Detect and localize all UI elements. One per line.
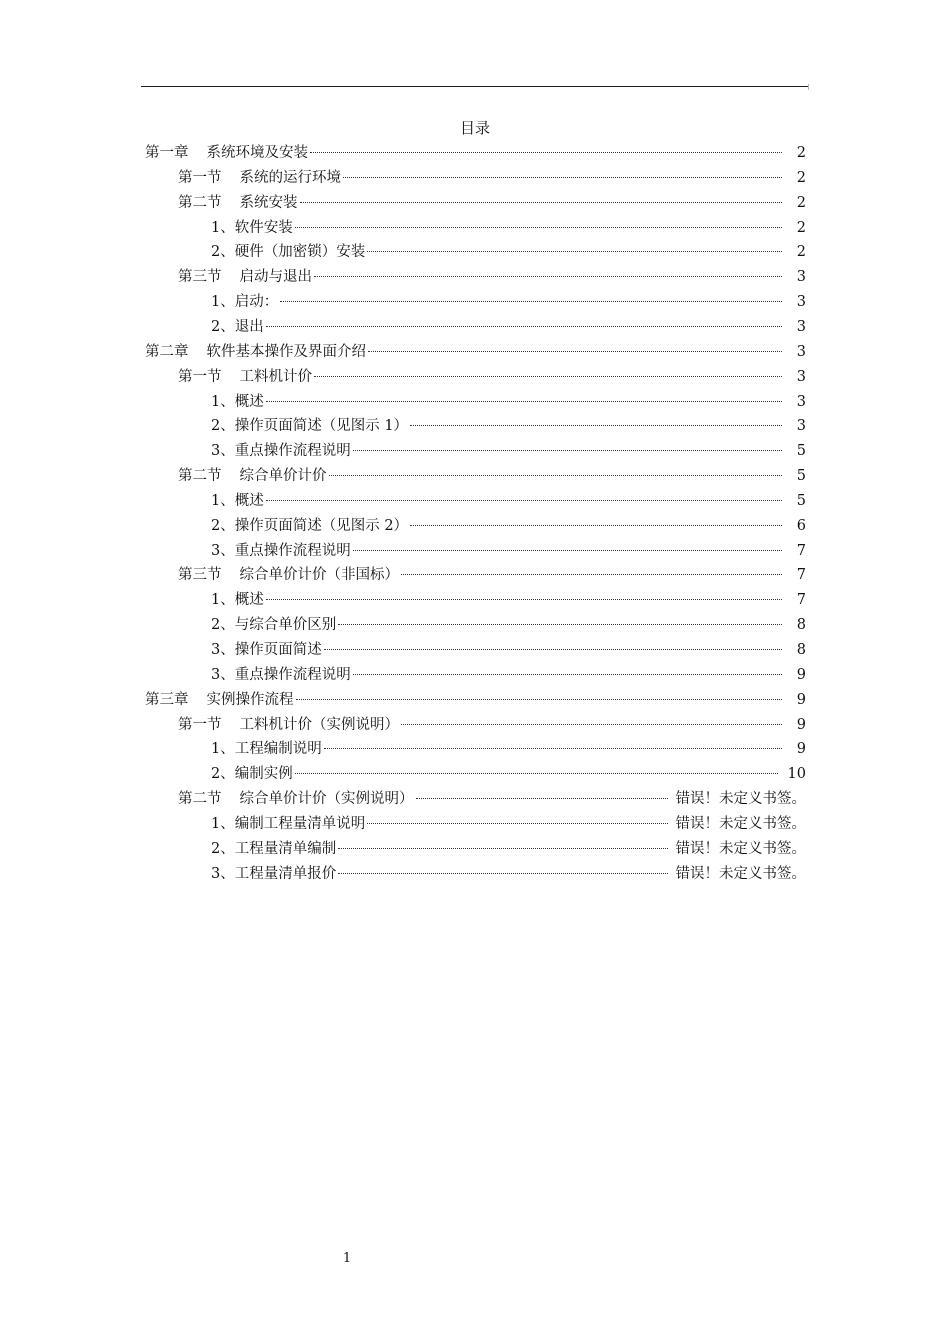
toc-entry[interactable] (178, 465, 806, 487)
toc-dot-leader (338, 623, 782, 625)
toc-entry-number: 第一节 (178, 169, 222, 186)
toc-entry[interactable] (211, 540, 806, 562)
toc-entry-label: 2、编制实例 (211, 766, 293, 783)
toc-entry-label: 1、概述 (211, 592, 264, 609)
toc-entry[interactable] (211, 440, 806, 462)
toc-entry-page: 3 (796, 318, 806, 335)
toc-entry[interactable] (178, 714, 806, 736)
toc-entry[interactable] (211, 515, 806, 537)
toc-entry[interactable] (178, 366, 806, 388)
toc-dot-leader (295, 226, 782, 228)
toc-entry-label: 系统环境及安装 (206, 145, 308, 161)
toc-entry-label: 1、编制工程量清单说明 (211, 815, 366, 832)
toc-entry-label: 3、操作页面简述 (211, 642, 322, 658)
toc-entry-number: 第二章 (145, 343, 189, 360)
toc-dot-leader (310, 151, 782, 153)
toc-entry[interactable] (211, 838, 806, 860)
toc-entry-label: 3、重点操作流程说明 (211, 443, 351, 460)
header-corner-mark (808, 84, 809, 90)
toc-entry-page: 9 (796, 716, 806, 733)
toc-entry-page: 3 (796, 418, 806, 435)
toc-dot-leader (324, 648, 782, 650)
toc-entry-page: 5 (796, 492, 806, 509)
toc-entry-number: 第三节 (178, 567, 222, 584)
toc-entry-page: 2 (796, 145, 806, 161)
toc-entry-label: 1、概述 (211, 393, 264, 410)
toc-entry-page: 7 (796, 567, 806, 584)
toc-dot-leader (367, 822, 667, 824)
toc-entry-label: 2、硬件（加密锁）安装 (211, 244, 366, 261)
page-number: 1 (342, 1251, 352, 1266)
toc-entry-page: 错误！未定义书签。 (675, 865, 806, 882)
toc-entry[interactable] (145, 341, 806, 363)
toc-entry[interactable] (211, 241, 806, 263)
toc-dot-leader (353, 449, 782, 451)
toc-entry-label: 2、工程量清单编制 (211, 840, 337, 857)
toc-entry[interactable] (211, 291, 806, 313)
toc-entry[interactable] (211, 813, 806, 835)
toc-entry[interactable] (211, 763, 806, 785)
toc-entry-page: 3 (796, 393, 806, 410)
toc-entry-label: 综合单价计价（非国标） (239, 567, 399, 584)
toc-entry-page: 9 (796, 691, 806, 708)
toc-entry-number: 第三章 (145, 691, 189, 708)
toc-entry[interactable] (211, 316, 806, 338)
toc-entry-page: 5 (796, 468, 806, 485)
toc-entry-label: 软件基本操作及界面介绍 (206, 343, 366, 360)
toc-entry-label: 1、工程编制说明 (211, 741, 322, 758)
toc-entry-label: 2、退出 (211, 318, 264, 335)
toc-entry-page: 9 (796, 666, 806, 683)
toc-dot-leader (338, 872, 667, 874)
toc-entry[interactable] (178, 266, 806, 288)
toc-entry-label: 3、工程量清单报价 (211, 865, 337, 882)
toc-dot-leader (280, 300, 782, 302)
toc-dot-leader (300, 201, 783, 203)
toc-entry[interactable] (211, 738, 806, 760)
toc-entry[interactable] (178, 192, 806, 214)
toc-entry[interactable] (211, 217, 806, 239)
toc-entry-label: 启动与退出 (239, 269, 312, 286)
toc-entry-page: 错误！未定义书签。 (675, 815, 806, 832)
toc-entry-page: 错误！未定义书签。 (675, 840, 806, 857)
toc-entry-page: 6 (796, 517, 806, 534)
toc-entry-page: 5 (796, 443, 806, 460)
toc-entry-label: 工料机计价（实例说明） (239, 716, 399, 733)
toc-entry-number: 第一章 (145, 145, 189, 161)
toc-entry-label: 2、操作页面简述（见图示 1） (211, 418, 409, 435)
toc-dot-leader (401, 723, 782, 725)
toc-entry[interactable] (211, 391, 806, 413)
toc-dot-leader (367, 250, 782, 252)
toc-entry-page: 2 (796, 169, 806, 186)
toc-entry[interactable] (211, 639, 806, 661)
toc-entry[interactable] (178, 788, 806, 810)
toc-entry-number: 第二节 (178, 468, 222, 485)
toc-entry-label: 系统安装 (239, 194, 298, 211)
toc-dot-leader (266, 325, 782, 327)
toc-entry-page: 10 (787, 766, 806, 783)
toc-dot-leader (401, 573, 782, 575)
toc-entry[interactable] (145, 689, 806, 711)
header-rule (141, 86, 808, 87)
toc-dot-leader (266, 598, 782, 600)
toc-title: 目录 (459, 119, 490, 137)
toc-entry-page: 3 (796, 294, 806, 311)
toc-entry-label: 系统的运行环境 (239, 169, 341, 186)
toc-entry[interactable] (211, 614, 806, 636)
toc-entry-label: 1、软件安装 (211, 219, 293, 236)
toc-dot-leader (368, 350, 782, 352)
toc-entry[interactable] (211, 664, 806, 686)
toc-dot-leader (296, 698, 783, 700)
toc-entry[interactable] (178, 564, 806, 586)
toc-entry-number: 第一节 (178, 716, 222, 733)
toc-entry-number: 第二节 (178, 791, 222, 808)
toc-dot-leader (338, 847, 667, 849)
toc-dot-leader (353, 549, 782, 551)
toc-entry-label: 2、与综合单价区别 (211, 617, 337, 634)
toc-entry[interactable] (178, 167, 806, 189)
toc-entry-page: 3 (796, 269, 806, 286)
toc-entry-number: 第三节 (178, 269, 222, 286)
toc-entry-page: 2 (796, 219, 806, 236)
toc-dot-leader (266, 400, 782, 402)
toc-entry-label: 实例操作流程 (206, 691, 294, 708)
toc-entry-number: 第二节 (178, 194, 222, 211)
toc-entry-page: 8 (796, 642, 806, 658)
toc-dot-leader (266, 499, 782, 501)
toc-entry[interactable] (211, 490, 806, 512)
toc-entry-label: 工料机计价 (239, 368, 312, 385)
toc-entry-page: 7 (796, 592, 806, 609)
toc-entry-label: 综合单价计价（实例说明） (239, 791, 414, 808)
toc-entry-page: 2 (796, 194, 806, 211)
toc-entry[interactable] (211, 415, 806, 437)
toc-entry-label: 3、重点操作流程说明 (211, 542, 351, 559)
toc-dot-leader (324, 747, 782, 749)
toc-entry-label: 1、启动： (211, 294, 279, 311)
toc-dot-leader (329, 474, 783, 476)
toc-dot-leader (353, 673, 782, 675)
toc-dot-leader (410, 424, 782, 426)
toc-entry-label: 综合单价计价 (239, 468, 327, 485)
toc-dot-leader (314, 375, 782, 377)
toc-entry-page: 3 (796, 343, 806, 360)
toc-dot-leader (314, 275, 782, 277)
toc-entry[interactable] (211, 863, 806, 885)
toc-dot-leader (410, 524, 782, 526)
toc-entry-number: 第一节 (178, 368, 222, 385)
toc-entry-page: 8 (796, 617, 806, 634)
toc-entry-page: 2 (796, 244, 806, 261)
toc-entry-page: 3 (796, 368, 806, 385)
toc-dot-leader (416, 797, 668, 799)
toc-entry-label: 1、概述 (211, 492, 264, 509)
toc-entry-label: 2、操作页面简述（见图示 2） (211, 517, 409, 534)
toc-entry-label: 3、重点操作流程说明 (211, 666, 351, 683)
toc-entry[interactable] (211, 589, 806, 611)
toc-dot-leader (343, 176, 782, 178)
toc-entry-page: 错误！未定义书签。 (675, 791, 806, 808)
toc-entry-page: 7 (796, 542, 806, 559)
toc-dot-leader (295, 772, 778, 774)
toc-entry[interactable] (145, 142, 806, 164)
toc-entry-page: 9 (796, 741, 806, 758)
